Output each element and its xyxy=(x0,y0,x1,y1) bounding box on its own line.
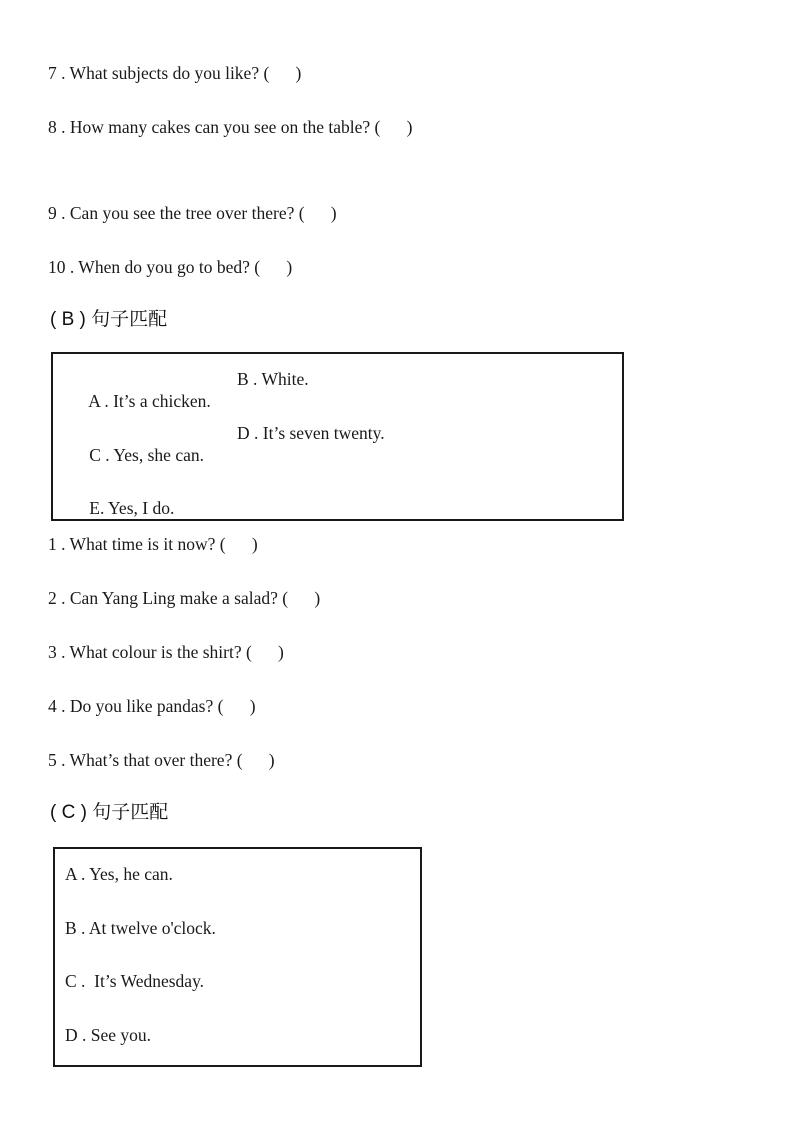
section-c-heading: ( C ) 句子匹配 xyxy=(50,802,169,823)
option-b-d: D . It’s seven twenty. xyxy=(237,423,385,443)
option-b-b: B . White. xyxy=(237,369,309,389)
section-c-answer-box xyxy=(53,847,422,1067)
question-8: 8 . How many cakes can you see on the table? ( ) xyxy=(48,117,413,137)
option-b-a: A . It’s a chicken. xyxy=(88,391,211,411)
option-b-e: E. Yes, I do. xyxy=(89,498,175,518)
section-b-heading: ( B ) 句子匹配 xyxy=(50,309,168,330)
option-c-c: C . It’s Wednesday. xyxy=(65,971,205,991)
option-c-b: B . At twelve o'clock. xyxy=(65,918,216,938)
question-5: 5 . What’s that over there? ( ) xyxy=(48,750,275,770)
question-4: 4 . Do you like pandas? ( ) xyxy=(48,696,256,716)
option-c-d: D . See you. xyxy=(65,1025,152,1045)
question-7: 7 . What subjects do you like? ( ) xyxy=(48,63,302,83)
option-row xyxy=(63,475,618,541)
question-2: 2 . Can Yang Ling make a salad? ( ) xyxy=(48,588,321,608)
option-c-a: A . Yes, he can. xyxy=(65,864,173,884)
question-1: 1 . What time is it now? ( ) xyxy=(48,534,258,554)
question-3: 3 . What colour is the shirt? ( ) xyxy=(48,642,284,662)
question-10: 10 . When do you go to bed? ( ) xyxy=(48,257,293,277)
option-b-c: C . Yes, she can. xyxy=(89,445,204,465)
section-b-answer-box xyxy=(51,352,624,521)
question-9: 9 . Can you see the tree over there? ( ) xyxy=(48,203,337,223)
